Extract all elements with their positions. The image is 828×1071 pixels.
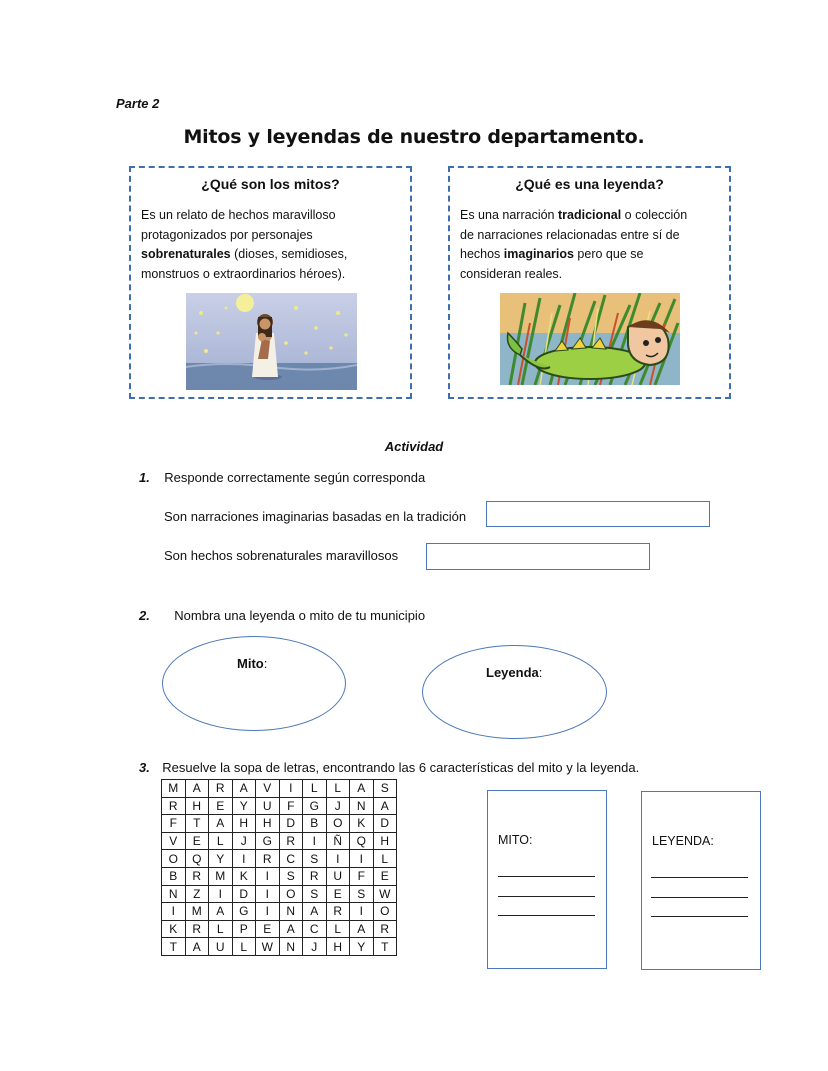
leyenda-answer-line-3[interactable]	[651, 916, 748, 917]
word-search-cell[interactable]: R	[185, 867, 209, 885]
leyenda-answer-line-1[interactable]	[651, 877, 748, 878]
word-search-cell[interactable]: I	[326, 850, 350, 868]
word-search-cell[interactable]: Ñ	[326, 832, 350, 850]
word-search-row	[162, 867, 397, 885]
word-search-cell[interactable]: I	[350, 850, 374, 868]
mitos-line-2: protagonizados por personajes	[141, 227, 313, 242]
word-search-cell[interactable]: E	[185, 832, 209, 850]
mito-oval-label	[237, 656, 267, 671]
word-search-cell[interactable]: E	[326, 885, 350, 903]
word-search-cell[interactable]: E	[209, 797, 233, 815]
word-search-cell[interactable]: H	[232, 815, 256, 833]
word-search-row	[162, 920, 397, 938]
question-2-text: Nombra una leyenda o mito de tu municipio	[174, 608, 426, 623]
q1-item-b-answer-box[interactable]	[426, 543, 650, 570]
mitos-line-3-rest: (dioses, semidioses,	[230, 247, 348, 261]
leyenda-line-1b: o colección	[621, 208, 688, 222]
word-search-cell[interactable]: H	[185, 797, 209, 815]
question-3-number: 3.	[139, 760, 150, 775]
word-search-cell[interactable]: I	[232, 850, 256, 868]
word-search-cell[interactable]: M	[185, 903, 209, 921]
word-search-cell[interactable]: O	[162, 850, 186, 868]
word-search-cell[interactable]: R	[209, 780, 233, 798]
leyenda-line-3	[460, 245, 732, 265]
leyenda-label-text: Leyenda	[486, 665, 539, 680]
question-1-text: Responde correctamente según corresponda	[164, 470, 426, 485]
question-3-text: Resuelve la sopa de letras, encontrando las 6 características del mito y la leyenda.	[162, 760, 640, 775]
word-search-cell[interactable]: I	[256, 867, 280, 885]
word-search-cell[interactable]: R	[162, 797, 186, 815]
word-search-cell[interactable]: D	[373, 815, 397, 833]
leyenda-line-2: de narraciones relacionadas entre sí de	[460, 227, 680, 242]
word-search-row	[162, 938, 397, 956]
word-search-cell[interactable]: L	[209, 920, 233, 938]
word-search-cell[interactable]: R	[185, 920, 209, 938]
word-search-cell[interactable]: N	[162, 885, 186, 903]
word-search-cell[interactable]: G	[232, 903, 256, 921]
word-search-cell[interactable]: B	[162, 867, 186, 885]
word-search-cell[interactable]: Z	[185, 885, 209, 903]
leyenda-answer-box[interactable]	[641, 791, 761, 970]
word-search-cell[interactable]: W	[256, 938, 280, 956]
leyenda-line-3a: hechos	[460, 247, 504, 261]
q1-item-b-label: Son hechos sobrenaturales maravillosos	[164, 548, 399, 563]
word-search-row	[162, 797, 397, 815]
word-search-cell[interactable]: A	[209, 815, 233, 833]
leyenda-line-1	[460, 206, 732, 226]
mito-answer-line-1[interactable]	[498, 876, 595, 877]
word-search-cell[interactable]: I	[256, 903, 280, 921]
word-search-cell[interactable]: R	[326, 903, 350, 921]
word-search-row	[162, 832, 397, 850]
word-search-cell[interactable]: R	[373, 920, 397, 938]
word-search-row	[162, 885, 397, 903]
mitos-text	[141, 206, 411, 284]
word-search-cell[interactable]: F	[162, 815, 186, 833]
word-search-cell[interactable]: K	[232, 867, 256, 885]
mitos-card	[129, 166, 412, 399]
word-search-cell[interactable]: Q	[185, 850, 209, 868]
leyenda-bold-imaginarios: imaginarios	[503, 247, 574, 261]
word-search-cell[interactable]: A	[232, 780, 256, 798]
word-search-cell[interactable]: A	[350, 920, 374, 938]
word-search-cell[interactable]: G	[303, 797, 327, 815]
word-search-cell[interactable]: S	[279, 867, 303, 885]
word-search-cell[interactable]: J	[326, 797, 350, 815]
word-search-cell[interactable]: T	[162, 938, 186, 956]
question-2-number: 2.	[139, 608, 150, 623]
word-search-cell[interactable]: N	[279, 938, 303, 956]
word-search-cell[interactable]: Y	[209, 850, 233, 868]
word-search-cell[interactable]: E	[373, 867, 397, 885]
word-search-row	[162, 815, 397, 833]
mito-oval[interactable]	[162, 636, 346, 731]
word-search-cell[interactable]: A	[279, 920, 303, 938]
leyenda-oval[interactable]	[422, 645, 607, 739]
mitos-line-3	[141, 245, 411, 265]
mitos-bold-word: sobrenaturales	[141, 247, 231, 261]
word-search-cell[interactable]: T	[373, 938, 397, 956]
question-3	[139, 759, 639, 777]
word-search-cell[interactable]: O	[326, 815, 350, 833]
mitos-heading: ¿Qué son los mitos?	[201, 176, 340, 192]
word-search-cell[interactable]: L	[326, 780, 350, 798]
word-search-cell[interactable]: W	[373, 885, 397, 903]
leyenda-line-4: consideran reales.	[460, 266, 563, 281]
word-search-cell[interactable]: M	[209, 867, 233, 885]
leyenda-answer-label: LEYENDA:	[652, 834, 714, 848]
word-search-cell[interactable]: A	[350, 780, 374, 798]
word-search-cell[interactable]: D	[232, 885, 256, 903]
mito-answer-box[interactable]	[487, 790, 607, 969]
word-search-cell[interactable]: A	[185, 780, 209, 798]
mito-answer-line-3[interactable]	[498, 915, 595, 916]
leyenda-line-1a: Es una narración	[460, 208, 558, 222]
word-search-cell[interactable]: J	[303, 938, 327, 956]
question-1-number: 1.	[139, 470, 150, 485]
word-search-cell[interactable]: H	[326, 938, 350, 956]
word-search-cell[interactable]: A	[303, 903, 327, 921]
page-title: Mitos y leyendas de nuestro departamento.	[183, 126, 645, 148]
word-search-cell[interactable]: A	[373, 797, 397, 815]
word-search-cell[interactable]: N	[350, 797, 374, 815]
word-search-cell[interactable]: R	[256, 850, 280, 868]
word-search-cell[interactable]: V	[162, 832, 186, 850]
leyenda-card	[448, 166, 731, 399]
word-search-cell[interactable]: U	[209, 938, 233, 956]
word-search-cell[interactable]: M	[162, 780, 186, 798]
q1-item-a-answer-box[interactable]	[486, 501, 710, 527]
leyenda-bold-tradicional: tradicional	[557, 208, 622, 222]
word-search-cell[interactable]: I	[162, 903, 186, 921]
word-search-cell[interactable]: C	[303, 920, 327, 938]
word-search-cell[interactable]: N	[279, 903, 303, 921]
word-search-cell[interactable]: A	[209, 903, 233, 921]
mito-answer-label: MITO:	[498, 833, 533, 847]
word-search-cell[interactable]: L	[373, 850, 397, 868]
mitos-line-1: Es un relato de hechos maravilloso	[141, 208, 336, 222]
question-2	[139, 607, 425, 625]
word-search-cell[interactable]: U	[326, 867, 350, 885]
leyenda-text	[460, 206, 732, 284]
legend-illustration	[500, 293, 680, 385]
leyenda-oval-label	[486, 665, 542, 680]
word-search-cell[interactable]: L	[209, 832, 233, 850]
word-search-cell[interactable]: O	[373, 903, 397, 921]
word-search-cell[interactable]: K	[162, 920, 186, 938]
word-search-cell[interactable]: L	[303, 780, 327, 798]
activity-title: Actividad	[384, 439, 444, 454]
q1-item-a-label: Son narraciones imaginarias basadas en la tradición	[164, 509, 467, 524]
word-search-cell[interactable]: Y	[350, 938, 374, 956]
leyenda-heading: ¿Qué es una leyenda?	[515, 176, 664, 192]
mito-label-text: Mito	[237, 656, 264, 671]
word-search-cell[interactable]: O	[279, 885, 303, 903]
word-search-cell[interactable]: J	[232, 832, 256, 850]
word-search-row	[162, 903, 397, 921]
word-search-cell[interactable]: Y	[232, 797, 256, 815]
question-1	[139, 469, 425, 487]
word-search-cell[interactable]: I	[279, 780, 303, 798]
leyenda-line-3b: pero que se	[573, 247, 644, 261]
word-search-cell[interactable]: I	[303, 832, 327, 850]
word-search-cell[interactable]: H	[256, 815, 280, 833]
word-search-cell[interactable]: G	[256, 832, 280, 850]
leyenda-label-colon: :	[538, 665, 543, 680]
word-search-cell[interactable]: A	[185, 938, 209, 956]
word-search-cell[interactable]: Q	[350, 832, 374, 850]
word-search-row	[162, 850, 397, 868]
word-search-cell[interactable]: S	[350, 885, 374, 903]
word-search-row	[162, 780, 397, 798]
word-search-cell[interactable]: D	[279, 815, 303, 833]
myth-illustration	[186, 293, 357, 390]
word-search-cell[interactable]: H	[373, 832, 397, 850]
word-search-cell[interactable]: F	[279, 797, 303, 815]
word-search-cell[interactable]: K	[350, 815, 374, 833]
word-search-cell[interactable]: S	[303, 850, 327, 868]
word-search-cell[interactable]: C	[279, 850, 303, 868]
word-search-cell[interactable]: U	[256, 797, 280, 815]
leyenda-answer-line-2[interactable]	[651, 897, 748, 898]
word-search-cell[interactable]: R	[303, 867, 327, 885]
mito-answer-line-2[interactable]	[498, 896, 595, 897]
mitos-line-4: monstruos o extraordinarios héroes).	[141, 266, 346, 281]
word-search-cell[interactable]: L	[232, 938, 256, 956]
mito-label-colon: :	[263, 656, 268, 671]
word-search-cell[interactable]: T	[185, 815, 209, 833]
word-search-cell[interactable]: R	[279, 832, 303, 850]
word-search-cell[interactable]: F	[350, 867, 374, 885]
word-search-cell[interactable]: S	[373, 780, 397, 798]
word-search-cell[interactable]: V	[256, 780, 280, 798]
word-search-cell[interactable]: I	[256, 885, 280, 903]
word-search-cell[interactable]: P	[232, 920, 256, 938]
word-search-cell[interactable]: E	[256, 920, 280, 938]
word-search-cell[interactable]: L	[326, 920, 350, 938]
part-label: Parte 2	[116, 96, 160, 111]
word-search-cell[interactable]: I	[209, 885, 233, 903]
word-search-cell[interactable]: S	[303, 885, 327, 903]
word-search-grid	[161, 779, 397, 956]
word-search-cell[interactable]: B	[303, 815, 327, 833]
word-search-cell[interactable]: I	[350, 903, 374, 921]
